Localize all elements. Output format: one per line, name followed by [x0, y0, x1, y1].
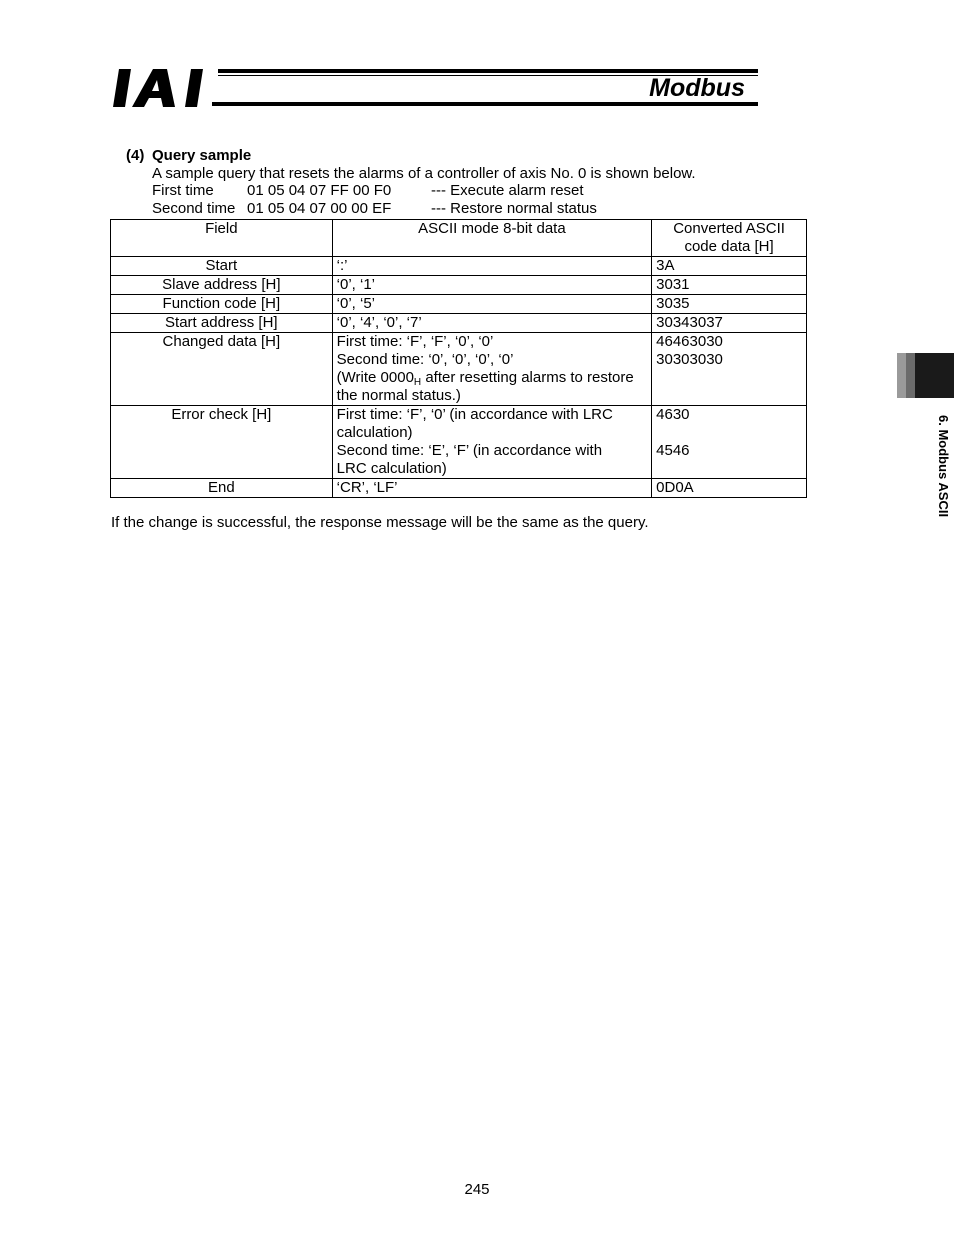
ascii-line: LRC calculation)	[336, 460, 447, 477]
ascii-cell: ‘0’, ‘5’	[332, 295, 651, 314]
converted-cell: 30343037	[652, 314, 807, 333]
ascii-cell: ‘0’, ‘1’	[332, 276, 651, 295]
ascii-cell	[332, 406, 651, 479]
section-number: (4)	[126, 147, 145, 164]
query-line-note: --- Execute alarm reset	[431, 182, 584, 199]
ascii-cell	[332, 333, 651, 406]
ascii-line: calculation)	[336, 424, 413, 441]
ascii-cell: ‘0’, ‘4’, ‘0’, ‘7’	[332, 314, 651, 333]
table-row-changed-data	[111, 333, 807, 406]
chapter-tab-label: 6. Modbus ASCII	[936, 415, 951, 518]
table-row	[111, 276, 807, 295]
table-row	[111, 257, 807, 276]
ascii-cell: ‘:’	[332, 257, 651, 276]
query-line-hex: 01 05 04 07 00 00 EF	[247, 200, 392, 217]
converted-cell: 4630 4546	[652, 406, 807, 479]
column-header: Field	[111, 220, 333, 257]
field-cell: Function code [H]	[111, 295, 333, 314]
ascii-line: First time: ‘F’, ‘F’, ‘0’, ‘0’	[336, 333, 494, 350]
field-cell: Changed data [H]	[111, 333, 333, 406]
ascii-line: (Write $0000_H$ after resetting alarms to restore	[336, 369, 634, 388]
converted-cell: 3035	[652, 295, 807, 314]
table-row-error-check	[111, 406, 807, 479]
ascii-line: the normal status.)	[336, 387, 461, 404]
section-title: Query sample	[152, 147, 252, 164]
table-header-row	[111, 220, 807, 257]
converted-cell: 3031	[652, 276, 807, 295]
converted-cell: 3A	[652, 257, 807, 276]
field-cell: Error check [H]	[111, 406, 333, 479]
query-line-label: First time	[152, 182, 214, 199]
footer-note: If the change is successful, the response message will be the same as the query.	[111, 514, 649, 531]
header-rule-top	[218, 69, 758, 73]
ascii-line: First time: ‘F’, ‘0’ (in accordance with LRC	[336, 406, 613, 423]
column-header: ASCII mode 8-bit data	[332, 220, 651, 257]
header-title: Modbus	[649, 74, 745, 102]
column-header: Converted ASCII code data [H]	[652, 220, 807, 257]
iai-logo	[113, 69, 213, 107]
ascii-line: Second time: ‘E’, ‘F’ (in accordance with	[336, 442, 603, 459]
query-line-note: --- Restore normal status	[431, 200, 597, 217]
field-cell: Start address [H]	[111, 314, 333, 333]
field-cell: Slave address [H]	[111, 276, 333, 295]
table-row	[111, 295, 807, 314]
query-line-hex: 01 05 04 07 FF 00 F0	[247, 182, 392, 199]
page-number: 245	[464, 1181, 490, 1198]
ascii-line: Second time: ‘0’, ‘0’, ‘0’, ‘0’	[336, 351, 514, 368]
ascii-cell: ‘CR’, ‘LF’	[332, 479, 651, 498]
table-row	[111, 479, 807, 498]
chapter-tab-marker	[897, 353, 954, 398]
section-intro: A sample query that resets the alarms of a controller of axis No. 0 is shown below.	[152, 165, 696, 182]
table-row	[111, 314, 807, 333]
converted-cell: 46463030 30303030	[652, 333, 807, 406]
field-cell: End	[111, 479, 333, 498]
converted-cell: 0D0A	[652, 479, 807, 498]
query-line-label: Second time	[152, 200, 236, 217]
field-cell: Start	[111, 257, 333, 276]
query-table	[110, 219, 807, 498]
